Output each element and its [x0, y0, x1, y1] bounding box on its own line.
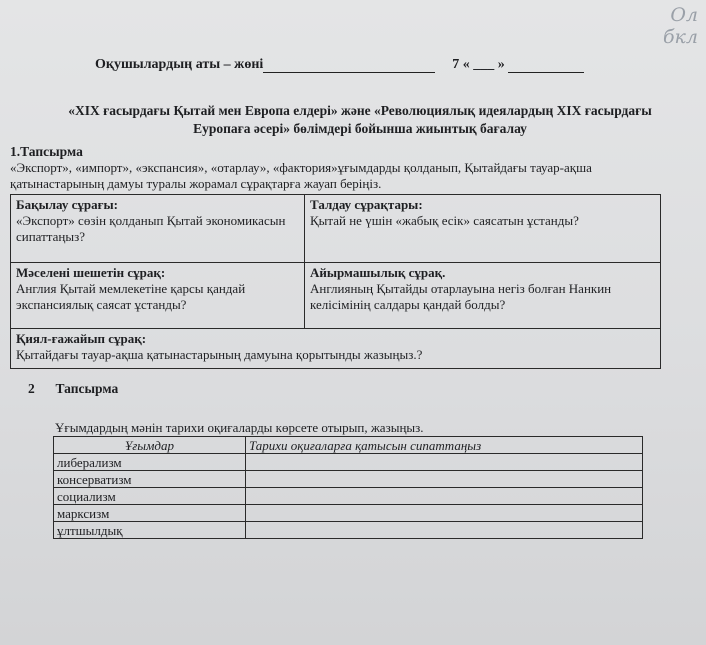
task2-number: 2: [28, 381, 35, 396]
question-cell-imagination[interactable]: [11, 329, 661, 369]
terms-table-header: [54, 437, 643, 454]
question-label: Бақылау сұрағы:: [16, 197, 119, 212]
handwritten-note-line-2: бкл: [662, 26, 698, 48]
question-label: Қиял-ғажайып сұрақ:: [16, 331, 147, 346]
column-header-terms: Ұғымдар: [54, 437, 246, 454]
column-header-description: Тарихи оқиғаларға қатысын сипаттаңыз: [246, 437, 643, 454]
answer-cell[interactable]: [246, 454, 643, 471]
question-label: Айырмашылық сұрақ.: [310, 265, 446, 280]
handwritten-note-line-1: Ол: [670, 4, 698, 26]
question-text: Англия Қытай мемлекетіне қарсы қандай экспансиялық саясат ұстанды?: [16, 281, 246, 312]
table-row: [54, 454, 643, 471]
terms-table: [53, 436, 643, 539]
question-text: «Экспорт» сөзін қолданып Қытай экономикасын сипаттаңыз?: [16, 213, 286, 244]
student-name-blank[interactable]: [263, 72, 435, 73]
task2-title: Тапсырма: [55, 381, 119, 396]
term-cell: ұлтшылдық: [54, 522, 246, 539]
grade-suffix: »: [497, 57, 505, 72]
grade-day-blank[interactable]: ___: [473, 57, 495, 72]
task1-heading: 1.Тапсырма: [10, 144, 83, 159]
task1-instruction: «Экспорт», «импорт», «экспансия», «отарлау», «фактория»ұғымдарды қолданып, Қытайдағы тауар-ақша қатынастарының дамуы туралы жорамал сұрақтарға жауап беріңіз.: [10, 160, 592, 191]
table-row: [54, 488, 643, 505]
assessment-title: «XIX ғасырдағы Қытай мен Европа елдері» және «Революциялық идеялардың XIX ғасырдағы Еуропаға әсері» бөлімдері бойынша жиынтық бағалау: [68, 103, 652, 136]
task2-heading: [28, 381, 118, 397]
question-cell-difference[interactable]: [305, 263, 661, 329]
answer-cell[interactable]: [246, 505, 643, 522]
grade-month-blank[interactable]: [508, 72, 584, 73]
question-label: Талдау сұрақтары:: [310, 197, 423, 212]
table-row: [54, 471, 643, 488]
term-cell: либерализм: [54, 454, 246, 471]
question-text: Қытай не үшін «жабық есік» саясатын ұстанды?: [310, 213, 579, 228]
table-row: [54, 522, 643, 539]
handwritten-note: [663, 4, 698, 48]
term-cell: социализм: [54, 488, 246, 505]
question-label: Мәселені шешетін сұрақ:: [16, 265, 166, 280]
question-cell-analysis[interactable]: [305, 195, 661, 263]
question-cell-problem[interactable]: [11, 263, 305, 329]
task2-instruction: Ұғымдардың мәнін тарихи оқиғаларды көрсете отырып, жазыңыз.: [55, 420, 424, 435]
question-cell-control[interactable]: [11, 195, 305, 263]
question-text: Қытайдағы тауар-ақша қатынастарының дамуына қорытынды жазыңыз.?: [16, 347, 423, 362]
question-text: Англияның Қытайды отарлауына негіз болған Нанкин келісімінің салдары қандай болды?: [310, 281, 612, 312]
answer-cell[interactable]: [246, 471, 643, 488]
answer-cell[interactable]: [246, 488, 643, 505]
term-cell: марксизм: [54, 505, 246, 522]
student-name-line: [95, 57, 584, 73]
term-cell: консерватизм: [54, 471, 246, 488]
task1-question-table: [10, 194, 661, 369]
grade-prefix: 7 «: [452, 57, 470, 72]
answer-cell[interactable]: [246, 522, 643, 539]
student-name-label: Оқушылардың аты – жөні: [95, 57, 264, 72]
table-row: [54, 505, 643, 522]
